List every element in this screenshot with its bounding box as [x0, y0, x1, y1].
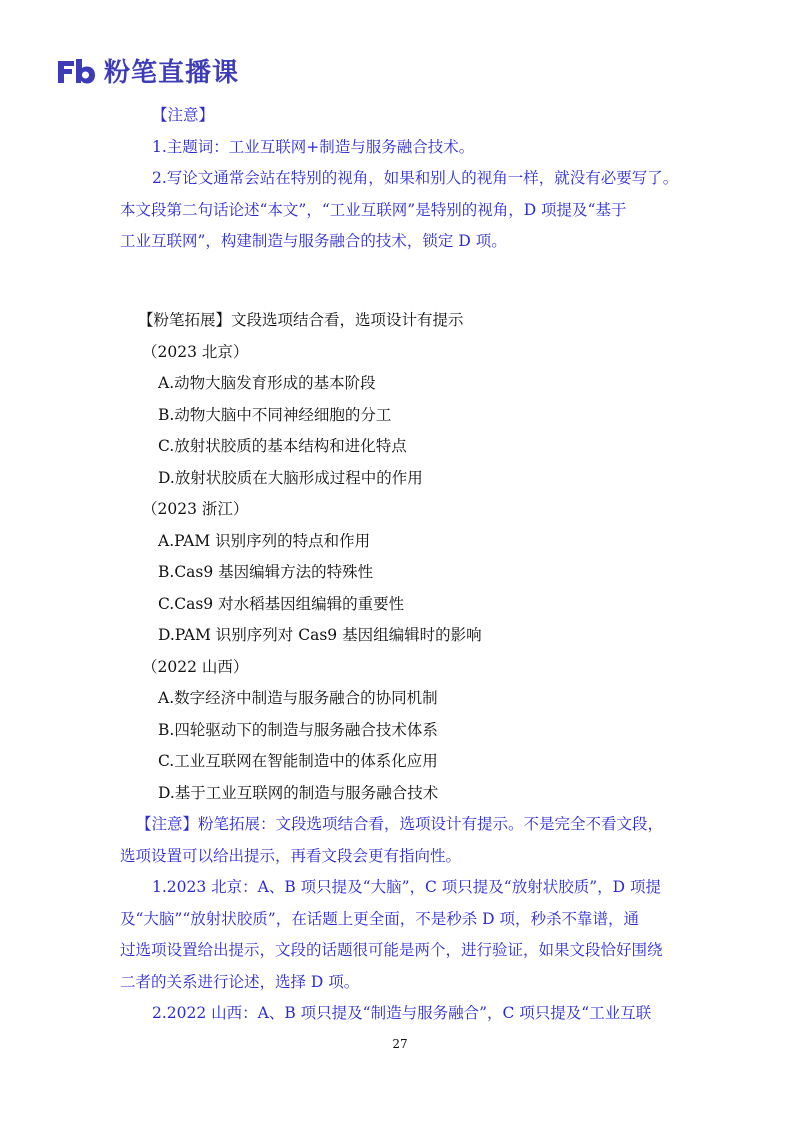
note2-line-1: 【注意】粉笔拓展：文段选项结合看，选项设计有提示。不是完全不看文段，	[136, 815, 664, 833]
fenbi-logo-icon	[56, 55, 96, 87]
page-content	[120, 100, 690, 1030]
option-c: C.工业互联网在智能制造中的体系化应用	[158, 752, 438, 770]
note-title: 【注意】	[152, 106, 215, 124]
note-point-1: 1.主题词：工业互联网+制造与服务融合技术。	[152, 137, 475, 156]
note2-line-2: 选项设置可以给出提示，再看文段会更有指向性。	[120, 846, 462, 865]
option-c: C.放射状胶质的基本结构和进化特点	[158, 437, 407, 455]
option-b: B.Cas9 基因编辑方法的特殊性	[158, 563, 374, 581]
option-d: D.PAM 识别序列对 Cas9 基因组编辑时的影响	[158, 626, 482, 644]
option-b: B.四轮驱动下的制造与服务融合技术体系	[158, 720, 438, 739]
note-point-2-line-3: 工业互联网”，构建制造与服务融合的技术，锁定 D 项。	[120, 232, 507, 250]
group-label-shanxi: （2022 山西）	[142, 657, 249, 676]
brand-name: 粉笔直播课	[104, 58, 240, 88]
spacer	[120, 258, 690, 290]
note2-item1-line-3: 过选项设置给出提示，文段的话题很可能是两个，进行验证，如果文段恰好围绕	[120, 941, 663, 959]
note2-item1-line-2: 及“大脑”“放射状胶质”，在话题上更全面，不是秒杀 D 项，秒杀不靠谱，通	[120, 909, 639, 928]
header	[56, 52, 239, 89]
group-label-beijing: （2023 北京）	[142, 342, 249, 361]
note-point-2-line-2: 本文段第二句话论述“本文”，“工业互联网”是特别的视角，D 项提及“基于	[120, 200, 627, 219]
option-d: D.基于工业互联网的制造与服务融合技术	[158, 783, 439, 802]
extension-title: 【粉笔拓展】文段选项结合看，选项设计有提示	[138, 311, 464, 329]
option-d: D.放射状胶质在大脑形成过程中的作用	[158, 468, 423, 487]
page-number: 27	[392, 1037, 408, 1051]
spacer	[120, 289, 690, 305]
note2-item1-line-1: 1.2023 北京：A、B 项只提及“大脑”，C 项只提及“放射状胶质”，D 项提	[152, 878, 662, 896]
note-point-2-line-1: 2.写论文通常会站在特别的视角，如果和别人的视角一样，就没有必要写了。	[152, 169, 679, 187]
option-b: B.动物大脑中不同神经细胞的分工	[158, 405, 392, 424]
option-a: A.动物大脑发育形成的基本阶段	[158, 374, 376, 392]
option-a: A.PAM 识别序列的特点和作用	[158, 531, 371, 550]
option-a: A.数字经济中制造与服务融合的协同机制	[158, 689, 438, 707]
note2-item1-line-4: 二者的关系进行论述，选择 D 项。	[120, 972, 360, 991]
group-label-zhejiang: （2023 浙江）	[142, 500, 249, 518]
note2-item2-line-1: 2.2022 山西：A、B 项只提及“制造与服务融合”，C 项只提及“工业互联	[152, 1004, 652, 1022]
option-c: C.Cas9 对水稻基因组编辑的重要性	[158, 594, 405, 613]
